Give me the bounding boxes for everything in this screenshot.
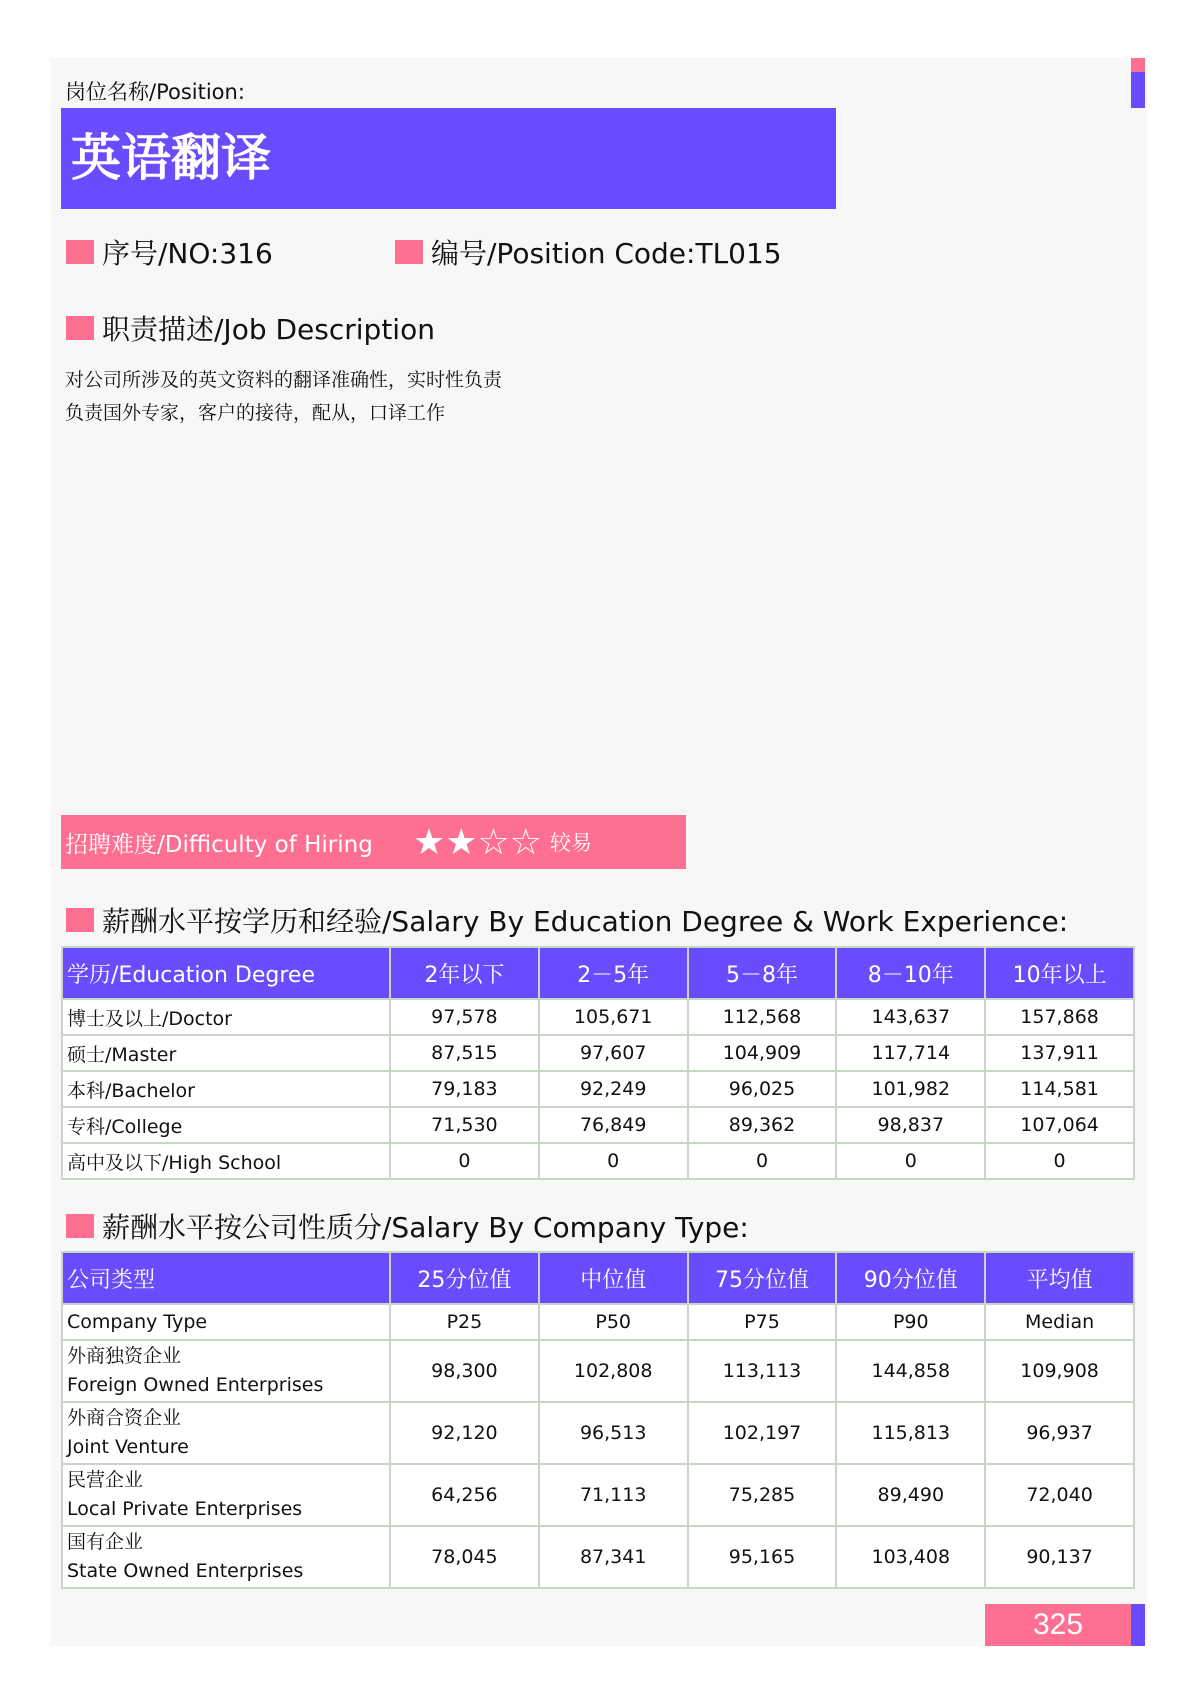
serial-number <box>66 232 273 272</box>
table-row <box>62 1526 1134 1588</box>
position-code-text: 编号/Position Code:TL015 <box>431 237 782 270</box>
job-description <box>65 364 502 430</box>
corner-accent-purple <box>1131 72 1145 108</box>
table-cell: 79,183 <box>390 1071 539 1107</box>
job-description-heading: 职责描述/Job Description <box>66 308 435 348</box>
table-cell: 89,490 <box>836 1464 985 1526</box>
difficulty-stars <box>413 822 542 863</box>
table-cell: P90 <box>836 1304 985 1340</box>
table-cell: 0 <box>985 1143 1134 1179</box>
edu-salary-table <box>61 946 1135 1180</box>
column-header: 2－5年 <box>539 947 688 999</box>
table-cell: 92,249 <box>539 1071 688 1107</box>
position-label: 岗位名称/Position: <box>65 80 245 104</box>
column-header: 平均值 <box>985 1252 1134 1304</box>
table-cell: 112,568 <box>688 999 837 1035</box>
table-cell: 104,909 <box>688 1035 837 1071</box>
table-cell: 107,064 <box>985 1107 1134 1143</box>
table-cell: 72,040 <box>985 1464 1134 1526</box>
position-title: 英语翻译 <box>61 108 836 209</box>
column-header: 公司类型 <box>62 1252 390 1304</box>
table-cell: 137,911 <box>985 1035 1134 1071</box>
serial-number-text: 序号/NO:316 <box>102 237 273 270</box>
company-salary-heading: 薪酬水平按公司性质分/Salary By Company Type: <box>66 1206 749 1246</box>
table-cell: 102,808 <box>539 1340 688 1402</box>
table-cell: 71,113 <box>539 1464 688 1526</box>
table-cell: 157,868 <box>985 999 1134 1035</box>
table-subheader-row <box>62 1304 1134 1340</box>
table-cell: 0 <box>688 1143 837 1179</box>
column-header: 75分位值 <box>688 1252 837 1304</box>
star-empty-icon: ☆ <box>509 821 542 863</box>
bullet-square-icon <box>66 1214 94 1238</box>
hiring-difficulty-bar <box>61 815 686 869</box>
row-label: 民营企业 Local Private Enterprises <box>62 1464 390 1526</box>
table-cell: 114,581 <box>985 1071 1134 1107</box>
table-cell: 0 <box>836 1143 985 1179</box>
table-cell: 0 <box>390 1143 539 1179</box>
table-cell: 117,714 <box>836 1035 985 1071</box>
table-cell: 109,908 <box>985 1340 1134 1402</box>
column-header: 学历/Education Degree <box>62 947 390 999</box>
column-header: 90分位值 <box>836 1252 985 1304</box>
table-cell: P50 <box>539 1304 688 1340</box>
table-row <box>62 1071 1134 1107</box>
bullet-square-icon <box>395 240 423 264</box>
hiring-difficulty-text: 较易 <box>549 831 592 855</box>
row-label: 专科/College <box>62 1107 390 1143</box>
table-row <box>62 1340 1134 1402</box>
row-label: 高中及以下/High School <box>62 1143 390 1179</box>
column-header: 2年以下 <box>390 947 539 999</box>
table-row <box>62 1402 1134 1464</box>
table-cell: 90,137 <box>985 1526 1134 1588</box>
table-cell: 95,165 <box>688 1526 837 1588</box>
column-header: 5－8年 <box>688 947 837 999</box>
table-cell: P75 <box>688 1304 837 1340</box>
row-label: 外商合资企业 Joint Venture <box>62 1402 390 1464</box>
column-header: 中位值 <box>539 1252 688 1304</box>
table-cell: 96,513 <box>539 1402 688 1464</box>
table-header-row <box>62 947 1134 999</box>
page-number: 325 <box>985 1604 1131 1646</box>
corner-accent-pink <box>1131 58 1145 72</box>
company-salary-table <box>61 1251 1135 1589</box>
row-label: Company Type <box>62 1304 390 1340</box>
table-cell: 96,025 <box>688 1071 837 1107</box>
table-row <box>62 999 1134 1035</box>
table-cell: 0 <box>539 1143 688 1179</box>
table-cell: 78,045 <box>390 1526 539 1588</box>
job-description-line: 对公司所涉及的英文资料的翻译准确性，实时性负责 <box>65 369 503 391</box>
table-cell: 101,982 <box>836 1071 985 1107</box>
table-cell: 98,300 <box>390 1340 539 1402</box>
table-cell: 105,671 <box>539 999 688 1035</box>
star-filled-icon: ★ <box>412 821 446 863</box>
column-header: 8－10年 <box>836 947 985 999</box>
bullet-square-icon <box>66 240 94 264</box>
hiring-difficulty-label: 招聘难度/Difficulty of Hiring <box>65 831 373 858</box>
table-cell: 64,256 <box>390 1464 539 1526</box>
table-cell: 102,197 <box>688 1402 837 1464</box>
table-cell: P25 <box>390 1304 539 1340</box>
table-cell: 97,607 <box>539 1035 688 1071</box>
position-code <box>395 232 782 272</box>
table-cell: 75,285 <box>688 1464 837 1526</box>
table-cell: 92,120 <box>390 1402 539 1464</box>
star-empty-icon: ☆ <box>477 821 510 863</box>
column-header: 25分位值 <box>390 1252 539 1304</box>
row-label: 外商独资企业 Foreign Owned Enterprises <box>62 1340 390 1402</box>
table-cell: 98,837 <box>836 1107 985 1143</box>
edu-salary-heading: 薪酬水平按学历和经验/Salary By Education Degree & Work Experience: <box>66 900 1068 940</box>
row-label: 本科/Bachelor <box>62 1071 390 1107</box>
page-number-accent <box>1131 1604 1145 1646</box>
table-cell: 89,362 <box>688 1107 837 1143</box>
star-filled-icon: ★ <box>445 821 478 863</box>
table-row <box>62 1143 1134 1179</box>
table-header-row <box>62 1252 1134 1304</box>
table-cell: 143,637 <box>836 999 985 1035</box>
table-cell: 87,341 <box>539 1526 688 1588</box>
table-cell: 87,515 <box>390 1035 539 1071</box>
column-header: 10年以上 <box>985 947 1134 999</box>
table-cell: 76,849 <box>539 1107 688 1143</box>
table-cell: 97,578 <box>390 999 539 1035</box>
row-label: 国有企业 State Owned Enterprises <box>62 1526 390 1588</box>
table-row <box>62 1107 1134 1143</box>
table-cell: 103,408 <box>836 1526 985 1588</box>
job-description-line: 负责国外专家，客户的接待，配从，口译工作 <box>65 402 446 424</box>
table-cell: 144,858 <box>836 1340 985 1402</box>
table-cell: 115,813 <box>836 1402 985 1464</box>
table-row <box>62 1035 1134 1071</box>
table-cell: 71,530 <box>390 1107 539 1143</box>
bullet-square-icon <box>66 316 94 340</box>
row-label: 博士及以上/Doctor <box>62 999 390 1035</box>
table-cell: 96,937 <box>985 1402 1134 1464</box>
bullet-square-icon <box>66 908 94 932</box>
table-row <box>62 1464 1134 1526</box>
table-cell: 113,113 <box>688 1340 837 1402</box>
table-cell: Median <box>985 1304 1134 1340</box>
row-label: 硕士/Master <box>62 1035 390 1071</box>
